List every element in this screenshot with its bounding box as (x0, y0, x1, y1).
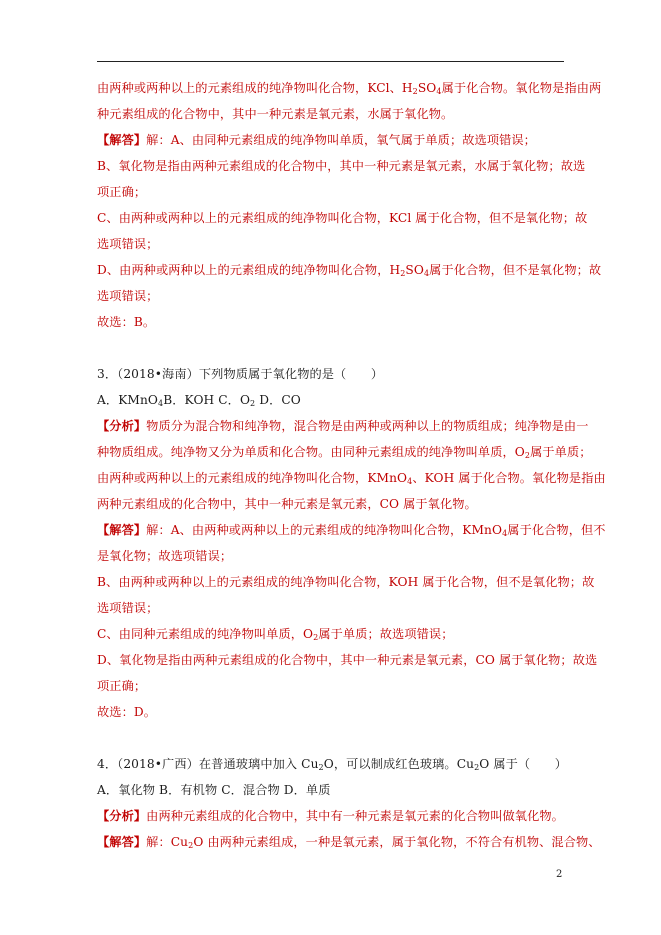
selection-line: 故选：D。 (97, 705, 157, 719)
text-line: 项正确； (97, 679, 147, 693)
text-line: 选项错误； (97, 289, 159, 303)
text-line: C、由同种元素组成的纯净物叫单质，$O_2$属于单质；故选项错误； (97, 627, 454, 642)
text-line: D、由两种或两种以上的元素组成的纯净物叫化合物，$H_2SO_4$属于化合物，但不是氧化物；故 (97, 263, 602, 278)
analysis-line: 【分析】由两种元素组成的化合物中，其中有一种元素是氧元素的化合物叫做氧化物。 (97, 809, 564, 823)
text-line: B、由两种或两种以上的元素组成的纯净物叫化合物，KOH 属于化合物，但不是氧化物；故 (97, 575, 595, 589)
text-line: B、氧化物是指由两种元素组成的化合物中，其中一种元素是氧元素，水属于氧化物；故选 (97, 159, 586, 173)
selection-line: 故选：B。 (97, 315, 156, 329)
page-number: 2 (556, 869, 563, 880)
answer-line: 【解答】解：$Cu_2O$ 由两种元素组成，一种是氧元素，属于氧化物，不符合有机物、混合物、 (97, 835, 601, 850)
text-line: 选项错误； (97, 237, 159, 251)
text-line: 选项错误； (97, 601, 159, 615)
header-rule (97, 61, 564, 62)
analysis-line: 【分析】物质分为混合物和纯净物，混合物是由两种或两种以上的物质组成；纯净物是由一 (97, 419, 589, 433)
text-line: 由两种或两种以上的元素组成的纯净物叫化合物，KMnO$_4$、KOH 属于化合物。氧化物是指由 (97, 471, 606, 486)
text-line: 两种元素组成的化合物中，其中一种元素是氧元素，CO 属于氧化物。 (97, 497, 477, 511)
text-line: 种物质组成。纯净物又分为单质和化合物。由同种元素组成的纯净物叫单质，$O_2$属于单质； (97, 445, 592, 460)
answer-line: 【解答】解：A、由两种或两种以上的元素组成的纯净物叫化合物，KMnO$_4$属于化合物，但不 (97, 523, 606, 538)
text-line: C、由两种或两种以上的元素组成的纯净物叫化合物，KCl 属于化合物，但不是氧化物；故 (97, 211, 588, 225)
answer-line: 【解答】解：A、由同种元素组成的纯净物叫单质，氧气属于单质；故选项错误； (97, 133, 536, 147)
question-options: A．氧化物 B．有机物 C．混合物 D．单质 (97, 783, 331, 797)
text-line: D、氧化物是指由两种元素组成的化合物中，其中一种元素是氧元素，CO 属于氧化物；故选 (97, 653, 598, 667)
text-line: 由两种或两种以上的元素组成的纯净物叫化合物，KCl、$H_2SO_4$属于化合物。氧化物是指由两 (97, 81, 602, 96)
document-page (97, 75, 606, 855)
question-title: 4．（2018•广西）在普通玻璃中加入 $Cu_2O$，可以制成红色玻璃。$Cu_2O$ 属于（ ） (97, 757, 568, 772)
text-line: 种元素组成的化合物中，其中一种元素是氧元素，水属于氧化物。 (97, 107, 454, 121)
question-title: 3．（2018•海南）下列物质属于氧化物的是（ ） (97, 367, 384, 381)
question-options: A．KMnO$_4$B．KOH C．$O_2$ D．CO (97, 393, 301, 408)
text-line: 是氧化物；故选项错误； (97, 549, 233, 563)
text-line: 项正确； (97, 185, 147, 199)
